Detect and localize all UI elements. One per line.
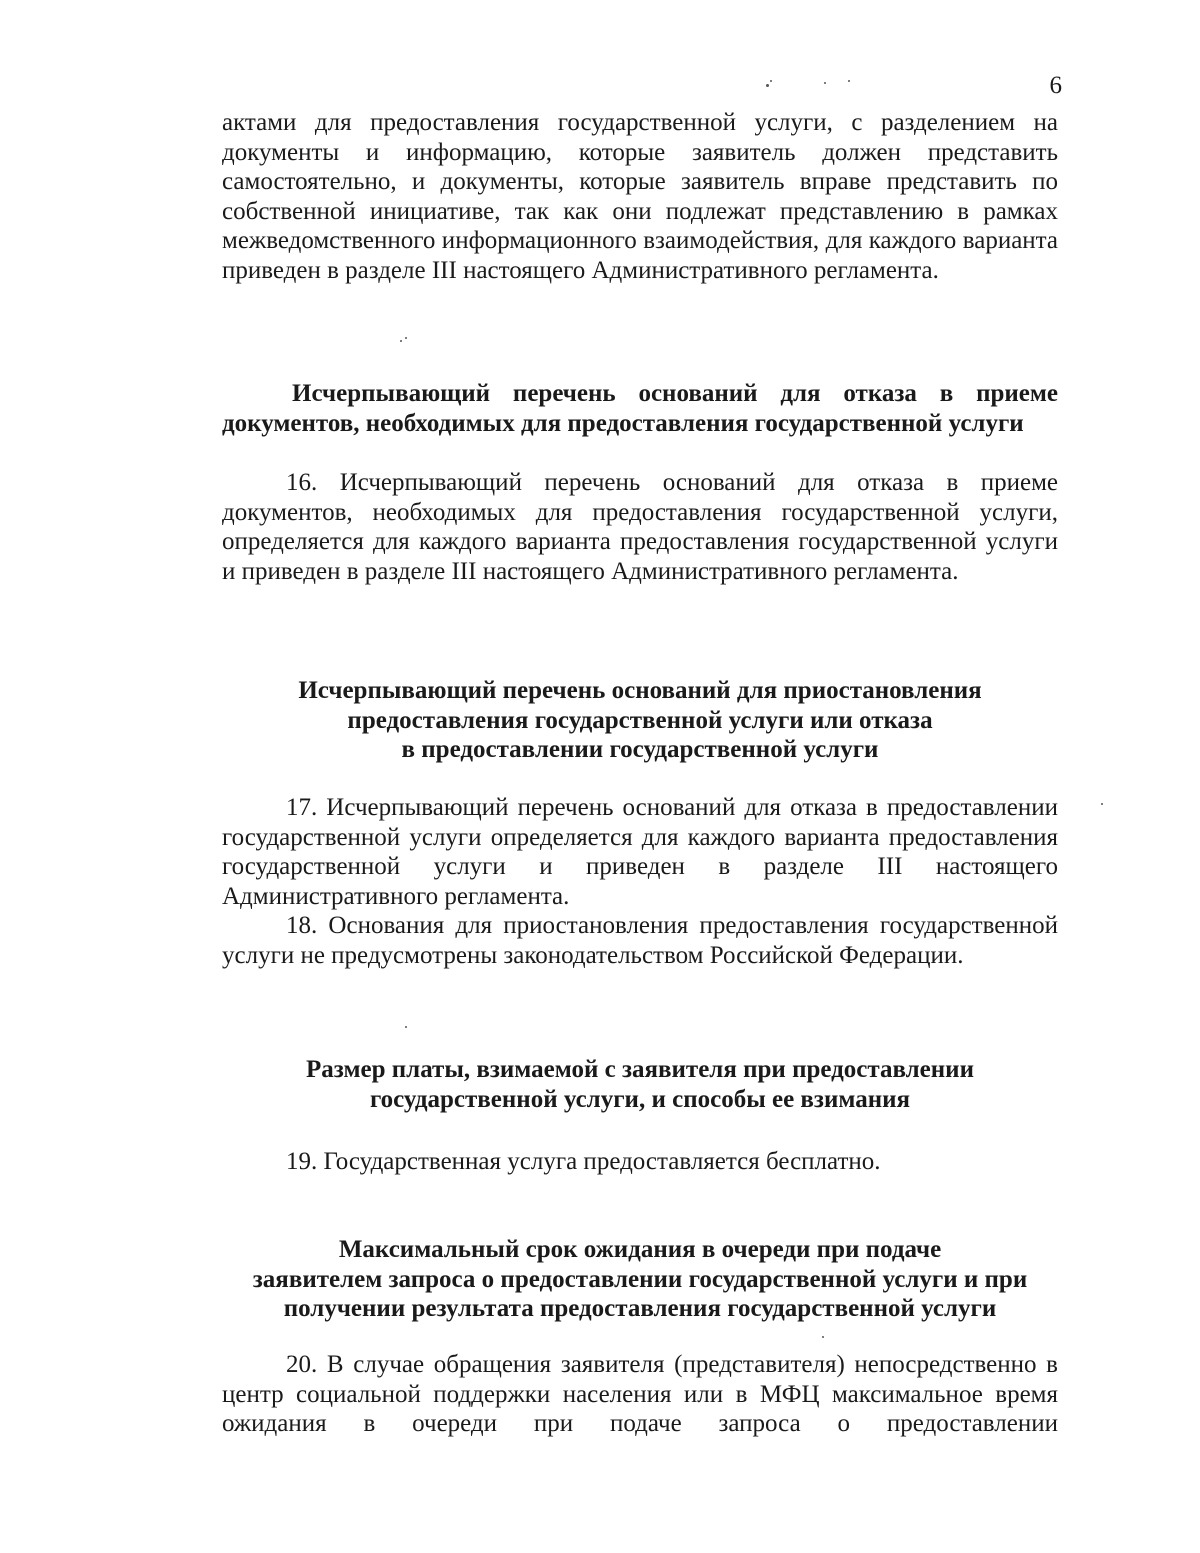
scan-speck <box>822 1336 824 1338</box>
intro-block <box>222 108 1058 285</box>
heading-line: Исчерпывающий перечень оснований для приостановления <box>298 677 982 704</box>
paragraph-16: 16. Исчерпывающий перечень оснований для отказа в приеме документов, необходимых для предоставления государственной услуги, определяется для каждого варианта предоставления государственной услуги и приведен в разделе III настоящего Административного регламента. <box>222 469 1058 585</box>
section-heading <box>222 1235 1058 1324</box>
scan-speck <box>824 82 826 84</box>
scan-speck <box>766 84 769 87</box>
section-body-refusal-acceptance <box>222 468 1058 586</box>
page-number: 6 <box>1049 72 1062 99</box>
scan-speck <box>405 1026 407 1028</box>
paragraph-20: 20. В случае обращения заявителя (представителя) непосредственно в центр социальной поддержки населения или в МФЦ максимальное время ожидания в очереди при подаче запроса о предоставлении <box>222 1351 1058 1437</box>
paragraph-19: 19. Государственная услуга предоставляется бесплатно. <box>286 1148 881 1175</box>
section-heading-queue-time <box>222 1235 1058 1324</box>
scan-speck <box>770 80 772 82</box>
heading-line: предоставления государственной услуги или отказа <box>347 706 933 734</box>
scan-speck <box>848 80 850 82</box>
heading-line: Максимальный срок ожидания в очереди при подаче <box>338 1236 942 1263</box>
paragraph-18: 18. Основания для приостановления предоставления государственной услуги не предусмотрены законодательством Российской Федерации. <box>222 912 1058 969</box>
scan-speck <box>1101 803 1103 805</box>
heading-line: заявителем запроса о предоставлении государственной услуги и при <box>252 1265 1028 1293</box>
section-heading-fee <box>222 1055 1058 1114</box>
section-heading <box>222 676 1058 765</box>
section-body-suspension-refusal <box>222 793 1058 970</box>
heading-line: Размер платы, взимаемой с заявителя при предоставлении <box>306 1056 974 1083</box>
heading-line: в предоставлении государственной услуги <box>401 736 879 763</box>
section-heading-suspension-refusal <box>222 676 1058 765</box>
paragraph-17: 17. Исчерпывающий перечень оснований для отказа в предоставлении государственной услуги определяется для каждого варианта предоставления государственной услуги и приведен в разделе III настоящего Административного регламента. <box>222 794 1058 910</box>
heading-line: государственной услуги, и способы ее взимания <box>369 1085 911 1113</box>
section-heading <box>222 1055 1058 1114</box>
section-body-queue-time <box>222 1350 1058 1439</box>
scan-speck <box>405 337 407 339</box>
section-body-fee <box>222 1147 1058 1177</box>
heading-line: получении результата предоставления государственной услуги <box>283 1295 997 1322</box>
section-heading-refusal-acceptance <box>222 379 1058 438</box>
intro-paragraph: актами для предоставления государственной услуги, с разделением на документы и информацию, которые заявитель должен представить самостоятельно, и документы, которые заявитель вправе представить по собственной инициативе, так как они подлежат представлению в рамках межведомственного информационного взаимодействия, для каждого варианта приведен в разделе III настоящего Административного регламента. <box>222 109 1058 284</box>
scan-speck <box>400 340 402 342</box>
section-heading: Исчерпывающий перечень оснований для отказа в приеме документов, необходимых для предоставления государственной услуги <box>222 380 1058 437</box>
